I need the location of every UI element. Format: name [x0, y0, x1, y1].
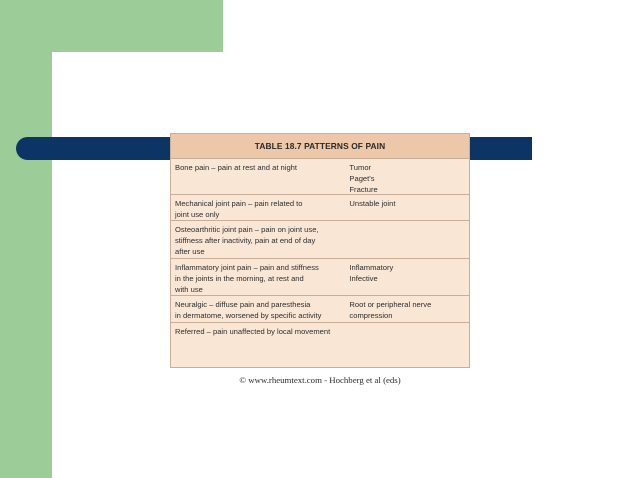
- row-cause: [349, 326, 465, 364]
- row-cause: Tumor Paget's Fracture: [349, 163, 378, 194]
- rounded-corner: [52, 52, 122, 122]
- table-row: [171, 296, 469, 323]
- row-cause: Unstable joint: [349, 199, 396, 208]
- copyright-caption: © www.rheumtext.com - Hochberg et al (eds): [239, 375, 401, 385]
- row-description: Inflammatory joint pain – pain and stiffness in the joints in the morning, at rest and with use: [175, 263, 319, 294]
- green-sidebar: [0, 0, 52, 478]
- patterns-of-pain-table: [170, 133, 470, 368]
- green-top-bar: [0, 0, 223, 52]
- row-cause: Inflammatory Infective: [349, 263, 394, 283]
- table-row: [171, 221, 469, 259]
- row-description: Bone pain – pain at rest and at night: [175, 163, 298, 172]
- row-description: Mechanical joint pain – pain related to joint use only: [175, 199, 303, 219]
- row-cause: [349, 224, 465, 255]
- row-description: Referred – pain unaffected by local movement: [175, 327, 331, 336]
- row-description: Neuralgic – diffuse pain and paresthesia in dermatome, worsened by specific activity: [175, 300, 322, 320]
- table-row: [171, 323, 469, 367]
- table-title: TABLE 18.7 PATTERNS OF PAIN: [171, 134, 469, 159]
- row-cause: Root or peripheral nerve compression: [349, 300, 432, 320]
- table-row: [171, 195, 469, 221]
- row-description: Osteoarthritic joint pain – pain on joint use, stiffness after inactivity, pain at end of day after use: [175, 225, 319, 256]
- table-row: [171, 259, 469, 296]
- table-row: [171, 159, 469, 195]
